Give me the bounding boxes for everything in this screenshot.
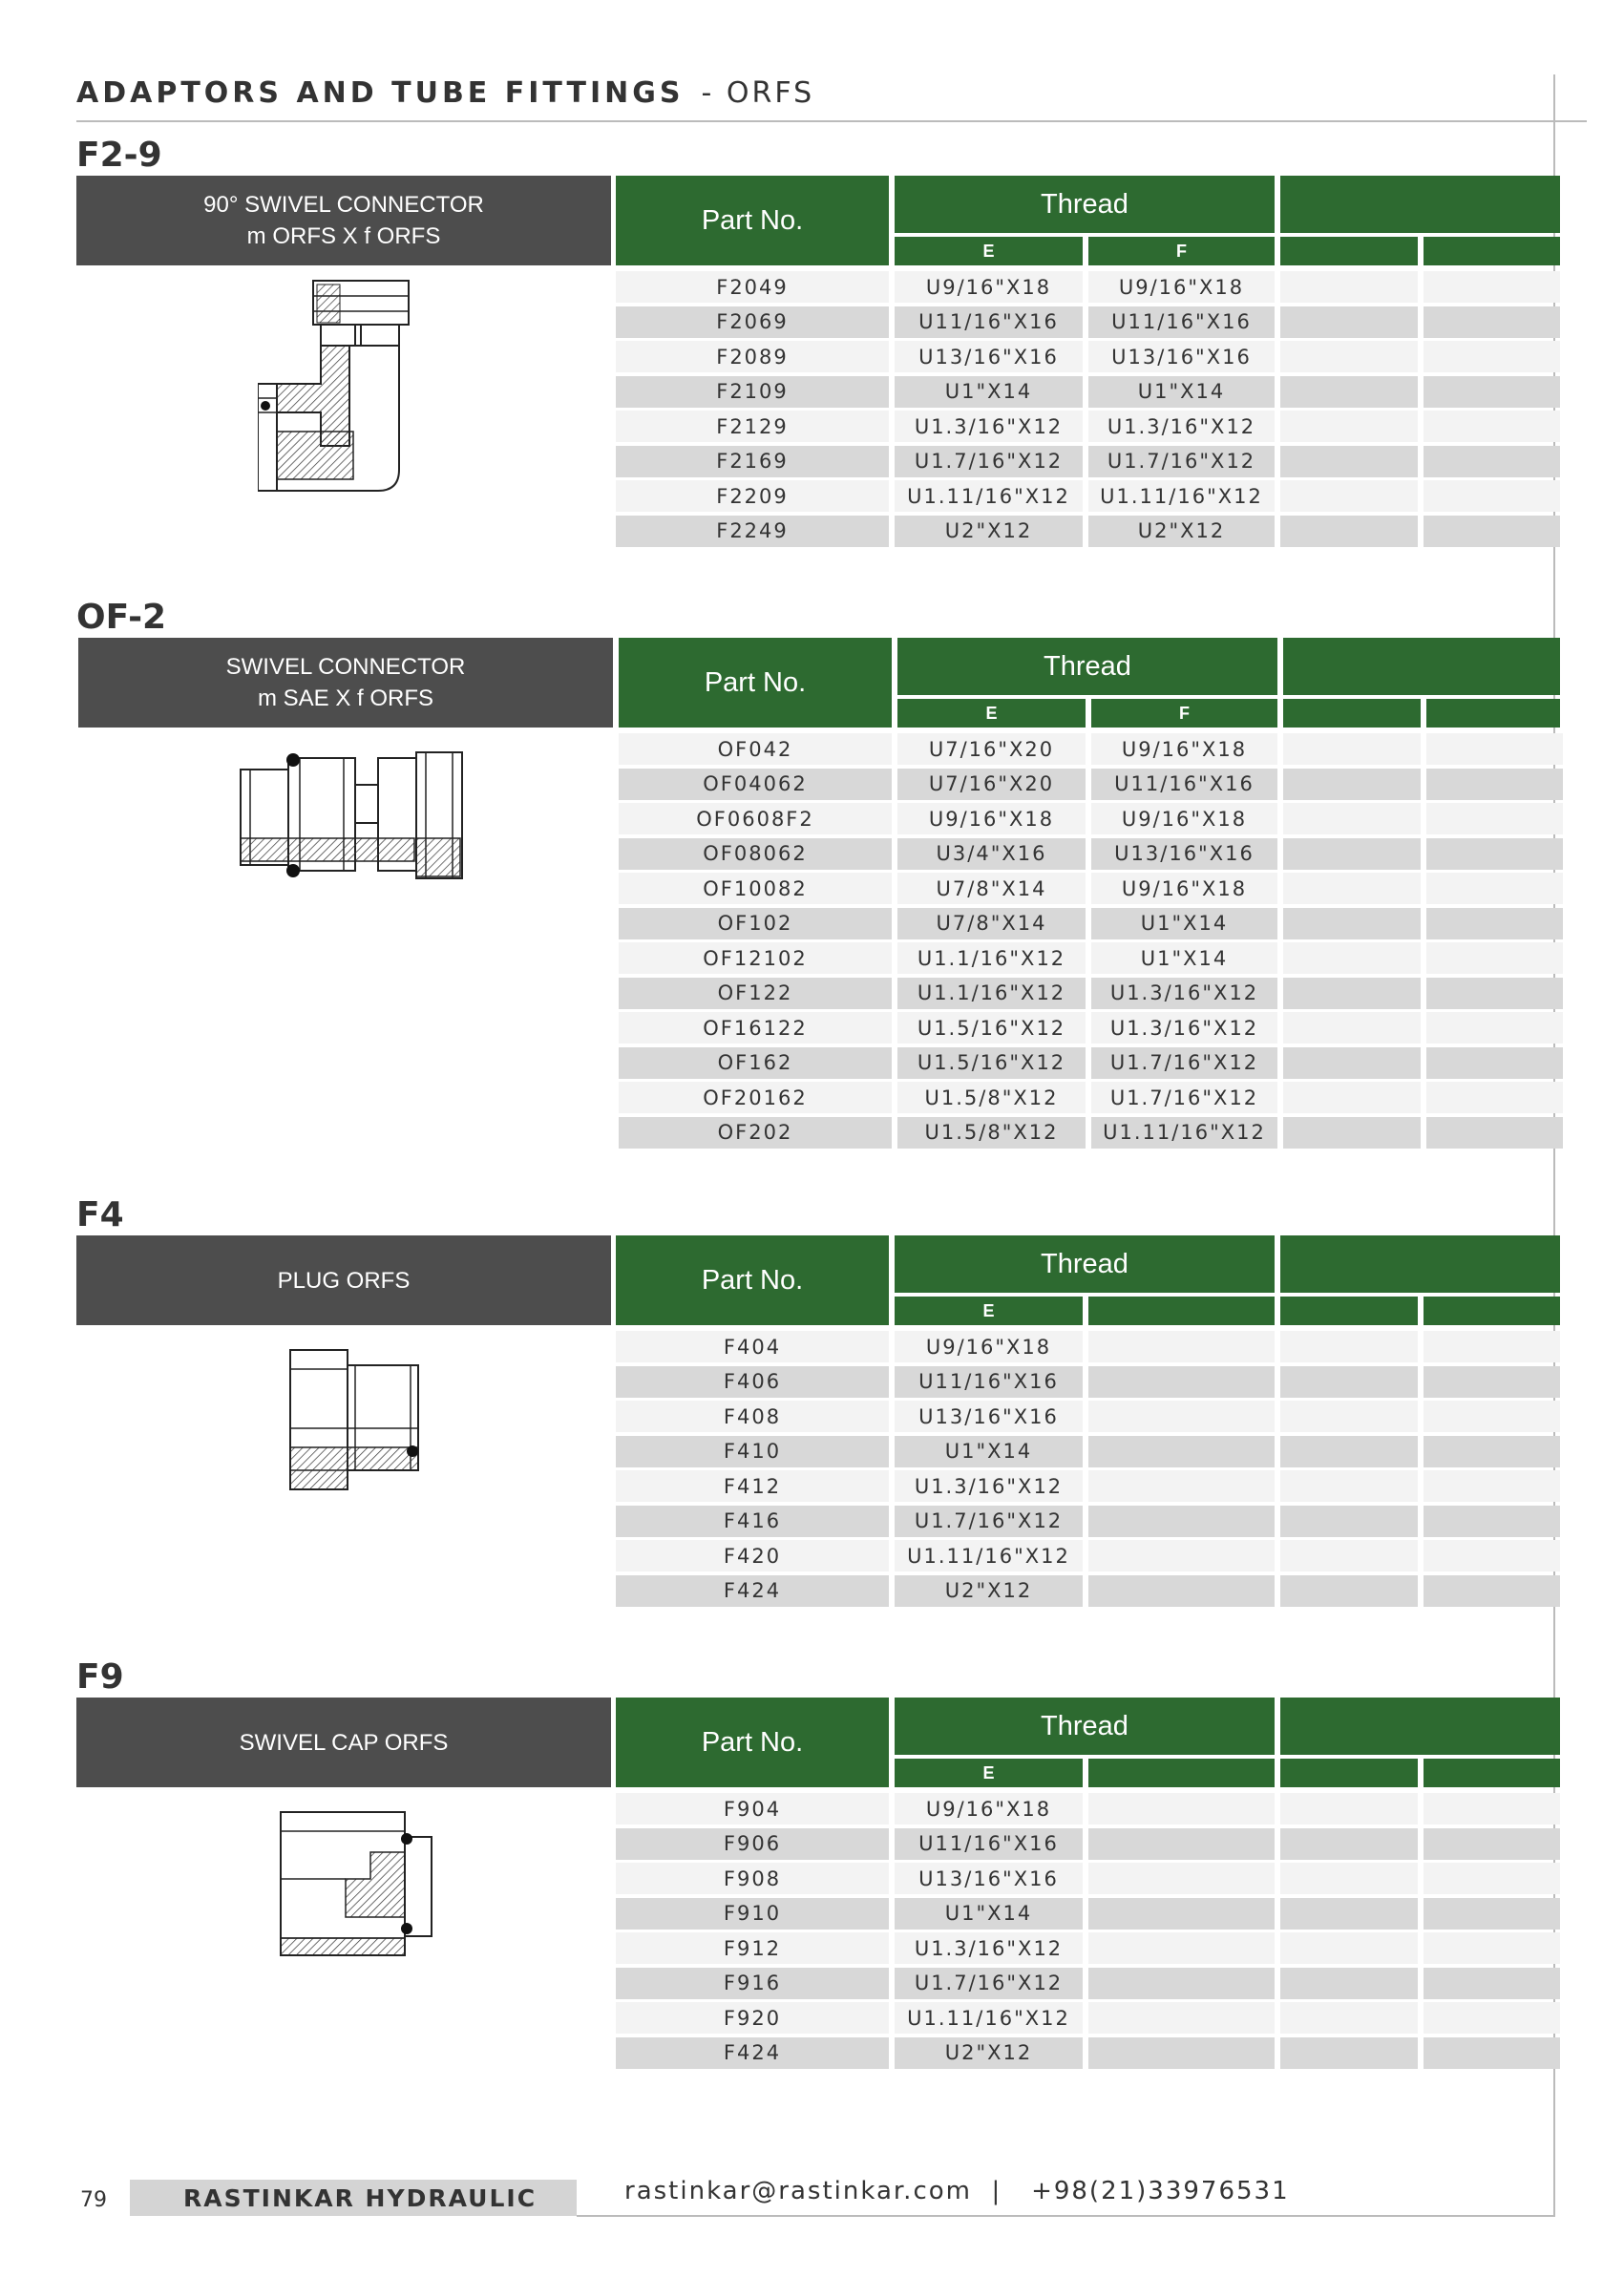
part-no-cell: OF202 — [619, 1117, 892, 1149]
section-code: OF-2 — [76, 598, 167, 637]
empty-cell — [1280, 1575, 1418, 1607]
empty-cell — [1280, 1932, 1418, 1964]
swivel-cap-drawing — [279, 1810, 435, 1959]
thread-f-cell — [1088, 1793, 1275, 1825]
empty-cell — [1280, 480, 1418, 512]
empty-cell — [1280, 1436, 1418, 1467]
thread-e-cell: U13/16"X16 — [895, 1863, 1083, 1894]
empty-cell — [1424, 1932, 1560, 1964]
thread-f-cell — [1088, 1366, 1275, 1398]
empty-cell — [1426, 1117, 1563, 1149]
thread-e-cell: U1.3/16"X12 — [895, 1470, 1083, 1502]
empty-cell — [1280, 2002, 1418, 2034]
thread-e-cell: U1.7/16"X12 — [895, 1968, 1083, 1999]
extra-col-1-header — [1280, 1297, 1418, 1325]
part-no-cell: F906 — [616, 1828, 889, 1860]
part-no-cell: OF0608F2 — [619, 803, 892, 834]
thread-e-cell: U1.3/16"X12 — [895, 411, 1083, 442]
empty-cell — [1283, 803, 1421, 834]
thread-e-cell: U7/16"X20 — [897, 733, 1086, 765]
thread-e-cell: U3/4"X16 — [897, 838, 1086, 870]
part-no-cell: F920 — [616, 2002, 889, 2034]
empty-cell — [1426, 1012, 1563, 1044]
thread-e-cell: U11/16"X16 — [895, 1828, 1083, 1860]
empty-cell — [1280, 271, 1418, 303]
empty-cell — [1280, 1898, 1418, 1930]
section-code: F4 — [76, 1195, 124, 1234]
empty-cell — [1426, 838, 1563, 870]
extra-col-1-header — [1280, 237, 1418, 265]
part-no-header: Part No. — [619, 638, 892, 728]
thread-f-cell — [1088, 1470, 1275, 1502]
thread-e-cell: U9/16"X18 — [895, 1793, 1083, 1825]
part-no-cell: F2129 — [616, 411, 889, 442]
thread-f-cell — [1088, 1968, 1275, 1999]
part-no-header: Part No. — [616, 1698, 889, 1787]
thread-e-cell: U7/8"X14 — [897, 908, 1086, 939]
thread-f-cell — [1088, 1932, 1275, 1964]
empty-cell — [1424, 2037, 1560, 2069]
empty-cell — [1424, 1366, 1560, 1398]
part-no-cell: F2169 — [616, 446, 889, 477]
thread-f-cell: U13/16"X16 — [1091, 838, 1277, 870]
thread-f-cell — [1088, 2037, 1275, 2069]
thread-e-cell: U9/16"X18 — [897, 803, 1086, 834]
thread-f-cell — [1088, 1331, 1275, 1362]
thread-e-cell: U1.1/16"X12 — [897, 978, 1086, 1009]
part-no-cell: F416 — [616, 1506, 889, 1537]
description-line-1: 90° SWIVEL CONNECTOR — [203, 192, 484, 218]
col-e-header: E — [895, 1759, 1083, 1787]
thread-f-cell: U1.3/16"X12 — [1088, 411, 1275, 442]
part-no-cell: F2069 — [616, 306, 889, 338]
extra-header — [1283, 638, 1560, 695]
empty-cell — [1424, 1331, 1560, 1362]
thread-f-cell: U9/16"X18 — [1088, 271, 1275, 303]
empty-cell — [1424, 480, 1560, 512]
empty-cell — [1424, 1436, 1560, 1467]
thread-f-cell — [1088, 1898, 1275, 1930]
empty-cell — [1283, 1047, 1421, 1079]
description-box — [76, 1698, 611, 1787]
part-no-cell: F912 — [616, 1932, 889, 1964]
description-line-1: SWIVEL CAP ORFS — [239, 1729, 449, 1756]
footer-divider — [577, 2215, 1554, 2217]
empty-cell — [1426, 769, 1563, 800]
empty-cell — [1426, 1082, 1563, 1113]
thread-f-cell — [1088, 1540, 1275, 1571]
straight-connector-drawing — [239, 750, 464, 886]
thread-e-cell: U7/16"X20 — [897, 769, 1086, 800]
thread-header: Thread — [895, 1235, 1275, 1293]
empty-cell — [1424, 1828, 1560, 1860]
description-line-2: m SAE X f ORFS — [257, 686, 434, 711]
part-no-cell: F910 — [616, 1898, 889, 1930]
empty-cell — [1280, 1828, 1418, 1860]
empty-cell — [1280, 1863, 1418, 1894]
page-title-main: ADAPTORS AND TUBE FITTINGS — [76, 76, 685, 110]
empty-cell — [1424, 1968, 1560, 1999]
thread-f-cell: U13/16"X16 — [1088, 341, 1275, 372]
empty-cell — [1424, 341, 1560, 372]
empty-cell — [1280, 411, 1418, 442]
thread-e-cell: U1.1/16"X12 — [897, 942, 1086, 974]
empty-cell — [1426, 908, 1563, 939]
part-no-cell: F410 — [616, 1436, 889, 1467]
extra-header — [1280, 1698, 1560, 1755]
part-no-cell: F904 — [616, 1793, 889, 1825]
thread-f-cell — [1088, 1863, 1275, 1894]
page-number: 79 — [80, 2188, 107, 2212]
empty-cell — [1424, 1470, 1560, 1502]
section-of-2 — [76, 598, 1553, 1171]
empty-cell — [1280, 341, 1418, 372]
section-f4 — [76, 1195, 1553, 1615]
part-no-cell: OF162 — [619, 1047, 892, 1079]
description-line-2: m ORFS X f ORFS — [246, 223, 441, 249]
thread-f-cell — [1088, 1506, 1275, 1537]
part-no-cell: OF04062 — [619, 769, 892, 800]
thread-e-cell: U2"X12 — [895, 1575, 1083, 1607]
empty-cell — [1283, 733, 1421, 765]
col-f-header: F — [1088, 237, 1275, 265]
empty-cell — [1424, 516, 1560, 547]
thread-header: Thread — [897, 638, 1277, 695]
empty-cell — [1424, 1401, 1560, 1432]
empty-cell — [1283, 769, 1421, 800]
empty-cell — [1424, 1575, 1560, 1607]
thread-e-cell: U11/16"X16 — [895, 1366, 1083, 1398]
thread-f-cell — [1088, 1828, 1275, 1860]
contact-info: rastinkar@rastinkar.com | +98(21)33976531 — [624, 2177, 1290, 2205]
part-no-cell: F2049 — [616, 271, 889, 303]
empty-cell — [1280, 516, 1418, 547]
thread-e-cell: U13/16"X16 — [895, 341, 1083, 372]
extra-header — [1280, 1235, 1560, 1293]
empty-cell — [1426, 873, 1563, 904]
part-no-cell: F404 — [616, 1331, 889, 1362]
empty-cell — [1424, 1898, 1560, 1930]
part-no-cell: F424 — [616, 1575, 889, 1607]
thread-e-cell: U1.5/16"X12 — [897, 1012, 1086, 1044]
extra-col-1-header — [1280, 1759, 1418, 1787]
section-f2-9 — [76, 136, 1553, 546]
thread-e-cell: U1"X14 — [895, 1436, 1083, 1467]
description-box — [76, 176, 611, 265]
empty-cell — [1280, 2037, 1418, 2069]
thread-header: Thread — [895, 1698, 1275, 1755]
thread-e-cell: U1.11/16"X12 — [895, 1540, 1083, 1571]
empty-cell — [1280, 306, 1418, 338]
empty-cell — [1424, 306, 1560, 338]
thread-f-cell — [1088, 1575, 1275, 1607]
thread-f-cell: U9/16"X18 — [1091, 873, 1277, 904]
header-divider — [76, 120, 1587, 122]
empty-cell — [1280, 1793, 1418, 1825]
empty-cell — [1424, 1793, 1560, 1825]
thread-e-cell: U1.7/16"X12 — [895, 446, 1083, 477]
empty-cell — [1283, 942, 1421, 974]
thread-f-cell — [1088, 2002, 1275, 2034]
part-no-header: Part No. — [616, 1235, 889, 1325]
description-line-1: SWIVEL CONNECTOR — [225, 654, 466, 680]
thread-f-cell: U2"X12 — [1088, 516, 1275, 547]
thread-e-cell: U1.5/8"X12 — [897, 1082, 1086, 1113]
thread-e-cell: U11/16"X16 — [895, 306, 1083, 338]
part-no-cell: OF10082 — [619, 873, 892, 904]
part-no-cell: OF102 — [619, 908, 892, 939]
thread-f-cell: U1"X14 — [1091, 908, 1277, 939]
thread-f-cell: U1"X14 — [1088, 376, 1275, 408]
empty-cell — [1424, 446, 1560, 477]
empty-cell — [1280, 1331, 1418, 1362]
section-code: F9 — [76, 1657, 124, 1697]
empty-cell — [1426, 803, 1563, 834]
thread-f-cell: U1.11/16"X12 — [1091, 1117, 1277, 1149]
thread-e-cell: U1.3/16"X12 — [895, 1932, 1083, 1964]
empty-cell — [1280, 1540, 1418, 1571]
elbow-fitting-drawing — [258, 279, 430, 494]
thread-e-cell: U13/16"X16 — [895, 1401, 1083, 1432]
thread-header: Thread — [895, 176, 1275, 233]
page-title-sub: - ORFS — [701, 76, 815, 110]
company-name: RASTINKAR HYDRAULIC — [130, 2180, 577, 2216]
description-line-1: PLUG ORFS — [277, 1267, 411, 1294]
thread-e-cell: U2"X12 — [895, 516, 1083, 547]
empty-cell — [1280, 376, 1418, 408]
thread-e-cell: U1.7/16"X12 — [895, 1506, 1083, 1537]
page-title — [76, 76, 814, 110]
thread-e-cell: U7/8"X14 — [897, 873, 1086, 904]
part-no-cell: OF122 — [619, 978, 892, 1009]
thread-e-cell: U9/16"X18 — [895, 271, 1083, 303]
thread-f-cell — [1088, 1401, 1275, 1432]
empty-cell — [1280, 1968, 1418, 1999]
empty-cell — [1283, 873, 1421, 904]
col-f-header — [1088, 1297, 1275, 1325]
thread-f-cell — [1088, 1436, 1275, 1467]
thread-f-cell: U9/16"X18 — [1091, 803, 1277, 834]
plug-drawing — [288, 1348, 422, 1491]
thread-e-cell: U1.5/8"X12 — [897, 1117, 1086, 1149]
empty-cell — [1424, 411, 1560, 442]
extra-col-2-header — [1424, 1759, 1560, 1787]
thread-f-cell: U1.7/16"X12 — [1088, 446, 1275, 477]
part-no-cell: OF08062 — [619, 838, 892, 870]
empty-cell — [1424, 1506, 1560, 1537]
col-f-header — [1088, 1759, 1275, 1787]
thread-e-cell: U1.11/16"X12 — [895, 2002, 1083, 2034]
extra-col-2-header — [1424, 237, 1560, 265]
empty-cell — [1424, 1863, 1560, 1894]
col-f-header: F — [1091, 699, 1277, 728]
part-no-cell: F916 — [616, 1968, 889, 1999]
part-no-cell: F420 — [616, 1540, 889, 1571]
extra-header — [1280, 176, 1560, 233]
thread-f-cell: U1.3/16"X12 — [1091, 1012, 1277, 1044]
empty-cell — [1424, 2002, 1560, 2034]
thread-e-cell: U9/16"X18 — [895, 1331, 1083, 1362]
empty-cell — [1283, 838, 1421, 870]
thread-f-cell: U1"X14 — [1091, 942, 1277, 974]
empty-cell — [1283, 1012, 1421, 1044]
description-box — [78, 638, 613, 728]
part-no-cell: F406 — [616, 1366, 889, 1398]
section-f9 — [76, 1657, 1553, 2078]
thread-f-cell: U11/16"X16 — [1091, 769, 1277, 800]
part-no-cell: OF042 — [619, 733, 892, 765]
empty-cell — [1283, 908, 1421, 939]
empty-cell — [1280, 1401, 1418, 1432]
empty-cell — [1426, 1047, 1563, 1079]
part-no-cell: F2089 — [616, 341, 889, 372]
part-no-header: Part No. — [616, 176, 889, 265]
part-no-cell: F908 — [616, 1863, 889, 1894]
part-no-cell: OF16122 — [619, 1012, 892, 1044]
part-no-cell: F408 — [616, 1401, 889, 1432]
thread-f-cell: U9/16"X18 — [1091, 733, 1277, 765]
col-e-header: E — [895, 1297, 1083, 1325]
thread-e-cell: U1.5/16"X12 — [897, 1047, 1086, 1079]
thread-f-cell: U1.7/16"X12 — [1091, 1047, 1277, 1079]
empty-cell — [1426, 733, 1563, 765]
thread-f-cell: U11/16"X16 — [1088, 306, 1275, 338]
part-no-cell: F424 — [616, 2037, 889, 2069]
part-no-cell: OF20162 — [619, 1082, 892, 1113]
empty-cell — [1424, 376, 1560, 408]
part-no-cell: OF12102 — [619, 942, 892, 974]
part-no-cell: F2249 — [616, 516, 889, 547]
extra-col-1-header — [1283, 699, 1421, 728]
empty-cell — [1280, 1366, 1418, 1398]
part-no-cell: F2209 — [616, 480, 889, 512]
section-code: F2-9 — [76, 136, 162, 175]
empty-cell — [1283, 1117, 1421, 1149]
thread-e-cell: U2"X12 — [895, 2037, 1083, 2069]
empty-cell — [1426, 942, 1563, 974]
empty-cell — [1424, 271, 1560, 303]
thread-f-cell: U1.11/16"X12 — [1088, 480, 1275, 512]
thread-e-cell: U1"X14 — [895, 376, 1083, 408]
part-no-cell: F412 — [616, 1470, 889, 1502]
thread-f-cell: U1.7/16"X12 — [1091, 1082, 1277, 1113]
empty-cell — [1426, 978, 1563, 1009]
description-box — [76, 1235, 611, 1325]
part-no-cell: F2109 — [616, 376, 889, 408]
empty-cell — [1424, 1540, 1560, 1571]
empty-cell — [1283, 978, 1421, 1009]
thread-e-cell: U1.11/16"X12 — [895, 480, 1083, 512]
extra-col-2-header — [1424, 1297, 1560, 1325]
col-e-header: E — [895, 237, 1083, 265]
empty-cell — [1280, 1506, 1418, 1537]
col-e-header: E — [897, 699, 1086, 728]
extra-col-2-header — [1426, 699, 1560, 728]
empty-cell — [1280, 446, 1418, 477]
thread-f-cell: U1.3/16"X12 — [1091, 978, 1277, 1009]
thread-e-cell: U1"X14 — [895, 1898, 1083, 1930]
empty-cell — [1280, 1470, 1418, 1502]
empty-cell — [1283, 1082, 1421, 1113]
